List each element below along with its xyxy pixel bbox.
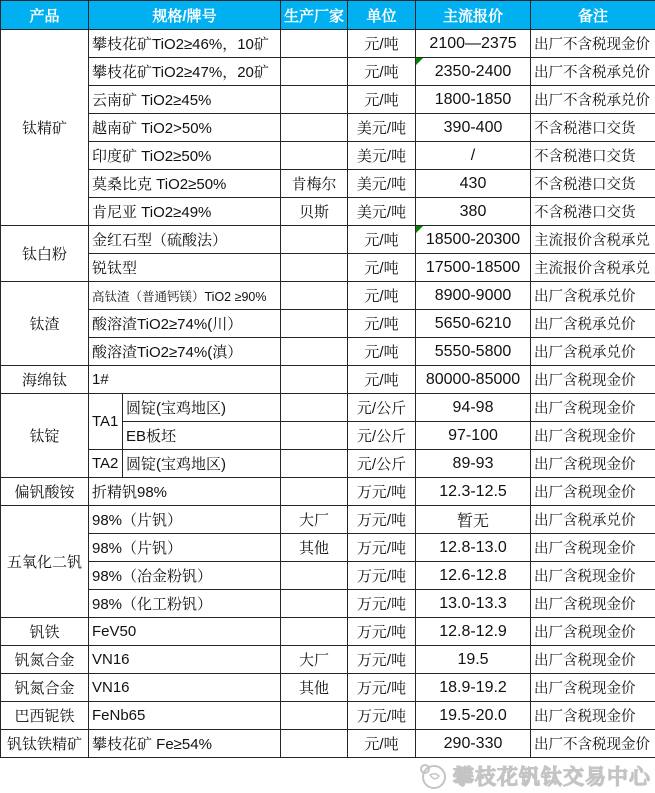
watermark-text: 攀枝花钒钛交易中心 — [453, 766, 651, 789]
table-row — [1, 282, 655, 310]
table-row — [1, 646, 655, 674]
spec-cell: 98%（片钒） — [89, 506, 281, 534]
table-row — [1, 562, 655, 590]
price-cell: 1800-1850 — [416, 86, 531, 114]
column-header-5: 主流报价 — [416, 1, 531, 30]
table-row — [1, 86, 655, 114]
unit-cell: 元/吨 — [348, 254, 416, 282]
spec-cell: 攀枝花矿TiO2≥46%，10矿 — [89, 30, 281, 58]
price-cell: 89-93 — [416, 450, 531, 478]
note-cell: 不含税港口交货 — [531, 198, 655, 226]
manufacturer-cell — [281, 394, 348, 422]
manufacturer-cell: 大厂 — [281, 506, 348, 534]
table-row — [1, 590, 655, 618]
product-cell: 钒氮合金 — [1, 674, 89, 702]
note-cell: 不含税港口交货 — [531, 170, 655, 198]
manufacturer-cell — [281, 30, 348, 58]
manufacturer-cell: 其他 — [281, 674, 348, 702]
spec-type-cell: EB板坯 — [123, 422, 281, 450]
unit-cell: 万元/吨 — [348, 618, 416, 646]
column-header-1: 产品 — [1, 1, 89, 30]
product-cell: 钛渣 — [1, 282, 89, 366]
manufacturer-cell — [281, 58, 348, 86]
manufacturer-cell — [281, 338, 348, 366]
table-row — [1, 394, 655, 422]
product-cell: 五氧化二钒 — [1, 506, 89, 618]
price-cell: 18500-20300 — [416, 226, 531, 254]
price-cell: 380 — [416, 198, 531, 226]
price-cell: 12.8-13.0 — [416, 534, 531, 562]
price-cell: 12.3-12.5 — [416, 478, 531, 506]
spec-cell: 98%（冶金粉钒） — [89, 562, 281, 590]
note-cell: 出厂含税现金价 — [531, 450, 655, 478]
table-row — [1, 114, 655, 142]
price-cell: 18.9-19.2 — [416, 674, 531, 702]
price-cell: 2350-2400 — [416, 58, 531, 86]
spec-cell: 金红石型（硫酸法） — [89, 226, 281, 254]
price-cell: 5550-5800 — [416, 338, 531, 366]
product-cell: 海绵钛 — [1, 366, 89, 394]
price-cell: 390-400 — [416, 114, 531, 142]
table-row — [1, 534, 655, 562]
manufacturer-cell — [281, 422, 348, 450]
price-cell: 19.5-20.0 — [416, 702, 531, 730]
table-row — [1, 170, 655, 198]
unit-cell: 元/吨 — [348, 86, 416, 114]
price-cell: 2100—2375 — [416, 30, 531, 58]
manufacturer-cell — [281, 702, 348, 730]
price-cell: 12.6-12.8 — [416, 562, 531, 590]
exchange-logo-icon — [418, 761, 448, 791]
price-cell: 80000-85000 — [416, 366, 531, 394]
manufacturer-cell — [281, 562, 348, 590]
note-cell: 出厂含税现金价 — [531, 366, 655, 394]
unit-cell: 万元/吨 — [348, 590, 416, 618]
note-cell: 出厂含税承兑价 — [531, 338, 655, 366]
manufacturer-cell — [281, 226, 348, 254]
manufacturer-cell — [281, 114, 348, 142]
price-cell: 12.8-12.9 — [416, 618, 531, 646]
note-cell: 出厂含税承兑价 — [531, 506, 655, 534]
manufacturer-cell — [281, 310, 348, 338]
unit-cell: 美元/吨 — [348, 142, 416, 170]
note-cell: 主流报价含税承兑 — [531, 254, 655, 282]
unit-cell: 元/吨 — [348, 226, 416, 254]
table-row — [1, 142, 655, 170]
price-cell: 290-330 — [416, 730, 531, 758]
table-row — [1, 478, 655, 506]
product-cell: 钒钛铁精矿 — [1, 730, 89, 758]
table-row — [1, 254, 655, 282]
spec-cell: 酸溶渣TiO2≥74%(川） — [89, 310, 281, 338]
table-row — [1, 58, 655, 86]
table-row — [1, 506, 655, 534]
table-row — [1, 338, 655, 366]
spec-grade-cell: TA2 — [89, 450, 123, 478]
spec-cell: 98%（化工粉钒） — [89, 590, 281, 618]
note-cell: 不含税港口交货 — [531, 114, 655, 142]
table-row — [1, 310, 655, 338]
price-cell: 暂无 — [416, 506, 531, 534]
unit-cell: 万元/吨 — [348, 562, 416, 590]
price-cell: 97-100 — [416, 422, 531, 450]
note-cell: 出厂含税现金价 — [531, 394, 655, 422]
product-cell: 钛精矿 — [1, 30, 89, 226]
note-cell: 出厂含税现金价 — [531, 674, 655, 702]
product-cell: 钒铁 — [1, 618, 89, 646]
note-cell: 出厂含税现金价 — [531, 590, 655, 618]
unit-cell: 万元/吨 — [348, 702, 416, 730]
spec-cell: 印度矿 TiO2≥50% — [89, 142, 281, 170]
price-cell: 5650-6210 — [416, 310, 531, 338]
spec-cell: VN16 — [89, 646, 281, 674]
spec-cell: 攀枝花矿TiO2≥47%，20矿 — [89, 58, 281, 86]
note-cell: 出厂含税现金价 — [531, 702, 655, 730]
table-row — [1, 366, 655, 394]
note-cell: 出厂不含税现金价 — [531, 30, 655, 58]
table-row — [1, 618, 655, 646]
note-cell: 不含税港口交货 — [531, 142, 655, 170]
unit-cell: 元/公斤 — [348, 450, 416, 478]
unit-cell: 美元/吨 — [348, 170, 416, 198]
manufacturer-cell — [281, 254, 348, 282]
spec-cell: 锐钛型 — [89, 254, 281, 282]
manufacturer-cell — [281, 86, 348, 114]
price-cell: 94-98 — [416, 394, 531, 422]
note-cell: 出厂含税现金价 — [531, 534, 655, 562]
unit-cell: 元/吨 — [348, 310, 416, 338]
spec-cell: 折精钒98% — [89, 478, 281, 506]
note-cell: 出厂含税现金价 — [531, 646, 655, 674]
unit-cell: 美元/吨 — [348, 114, 416, 142]
unit-cell: 元/吨 — [348, 730, 416, 758]
note-cell: 出厂含税现金价 — [531, 562, 655, 590]
manufacturer-cell — [281, 366, 348, 394]
table-row — [1, 674, 655, 702]
note-cell: 出厂含税承兑价 — [531, 310, 655, 338]
spec-cell: FeV50 — [89, 618, 281, 646]
spec-type-cell: 圆锭(宝鸡地区) — [123, 394, 281, 422]
column-header-4: 单位 — [348, 1, 416, 30]
unit-cell: 万元/吨 — [348, 478, 416, 506]
spec-cell: 肯尼亚 TiO2≥49% — [89, 198, 281, 226]
unit-cell: 元/吨 — [348, 58, 416, 86]
manufacturer-cell — [281, 450, 348, 478]
manufacturer-cell: 大厂 — [281, 646, 348, 674]
product-cell: 偏钒酸铵 — [1, 478, 89, 506]
table-row — [1, 226, 655, 254]
product-cell: 钛锭 — [1, 394, 89, 478]
spec-cell: 莫桑比克 TiO2≥50% — [89, 170, 281, 198]
manufacturer-cell — [281, 282, 348, 310]
column-header-3: 生产厂家 — [281, 1, 348, 30]
watermark — [418, 761, 651, 791]
spec-cell: FeNb65 — [89, 702, 281, 730]
manufacturer-cell — [281, 478, 348, 506]
price-cell: 13.0-13.3 — [416, 590, 531, 618]
table-header-row — [1, 1, 655, 30]
product-cell: 钛白粉 — [1, 226, 89, 282]
unit-cell: 元/吨 — [348, 338, 416, 366]
table-row — [1, 730, 655, 758]
spec-cell: 98%（片钒） — [89, 534, 281, 562]
table-row — [1, 702, 655, 730]
price-cell: 17500-18500 — [416, 254, 531, 282]
spec-cell: 攀枝花矿 Fe≥54% — [89, 730, 281, 758]
spec-grade-cell: TA1 — [89, 394, 123, 450]
unit-cell: 元/吨 — [348, 282, 416, 310]
spec-cell: 云南矿 TiO2≥45% — [89, 86, 281, 114]
manufacturer-cell: 肯梅尔 — [281, 170, 348, 198]
note-cell: 出厂不含税承兑价 — [531, 58, 655, 86]
note-cell: 出厂不含税现金价 — [531, 730, 655, 758]
note-cell: 出厂含税现金价 — [531, 618, 655, 646]
unit-cell: 万元/吨 — [348, 534, 416, 562]
note-cell: 出厂含税现金价 — [531, 422, 655, 450]
manufacturer-cell — [281, 618, 348, 646]
unit-cell: 元/公斤 — [348, 394, 416, 422]
price-cell: 8900-9000 — [416, 282, 531, 310]
unit-cell: 万元/吨 — [348, 646, 416, 674]
price-cell: / — [416, 142, 531, 170]
cell-error-flag-icon — [416, 58, 423, 65]
table-row — [1, 198, 655, 226]
unit-cell: 万元/吨 — [348, 674, 416, 702]
product-cell: 巴西铌铁 — [1, 702, 89, 730]
spec-cell: 酸溶渣TiO2≥74%(滇） — [89, 338, 281, 366]
unit-cell: 万元/吨 — [348, 506, 416, 534]
cell-error-flag-icon — [416, 226, 423, 233]
manufacturer-cell — [281, 730, 348, 758]
price-cell: 430 — [416, 170, 531, 198]
product-cell: 钒氮合金 — [1, 646, 89, 674]
unit-cell: 元/吨 — [348, 366, 416, 394]
manufacturer-cell: 贝斯 — [281, 198, 348, 226]
unit-cell: 美元/吨 — [348, 198, 416, 226]
spec-cell: 高钛渣（普通钙镁）TiO2 ≥90% — [89, 282, 281, 310]
manufacturer-cell — [281, 590, 348, 618]
note-cell: 出厂含税现金价 — [531, 478, 655, 506]
note-cell: 出厂含税承兑价 — [531, 282, 655, 310]
manufacturer-cell — [281, 142, 348, 170]
unit-cell: 元/公斤 — [348, 422, 416, 450]
table-row — [1, 450, 655, 478]
spec-cell: VN16 — [89, 674, 281, 702]
table-row — [1, 30, 655, 58]
spec-cell: 越南矿 TiO2>50% — [89, 114, 281, 142]
note-cell: 主流报价含税承兑 — [531, 226, 655, 254]
note-cell: 出厂不含税承兑价 — [531, 86, 655, 114]
column-header-6: 备注 — [531, 1, 655, 30]
spec-type-cell: 圆锭(宝鸡地区) — [123, 450, 281, 478]
unit-cell: 元/吨 — [348, 30, 416, 58]
spec-cell: 1# — [89, 366, 281, 394]
manufacturer-cell: 其他 — [281, 534, 348, 562]
price-cell: 19.5 — [416, 646, 531, 674]
column-header-2: 规格/牌号 — [89, 1, 281, 30]
